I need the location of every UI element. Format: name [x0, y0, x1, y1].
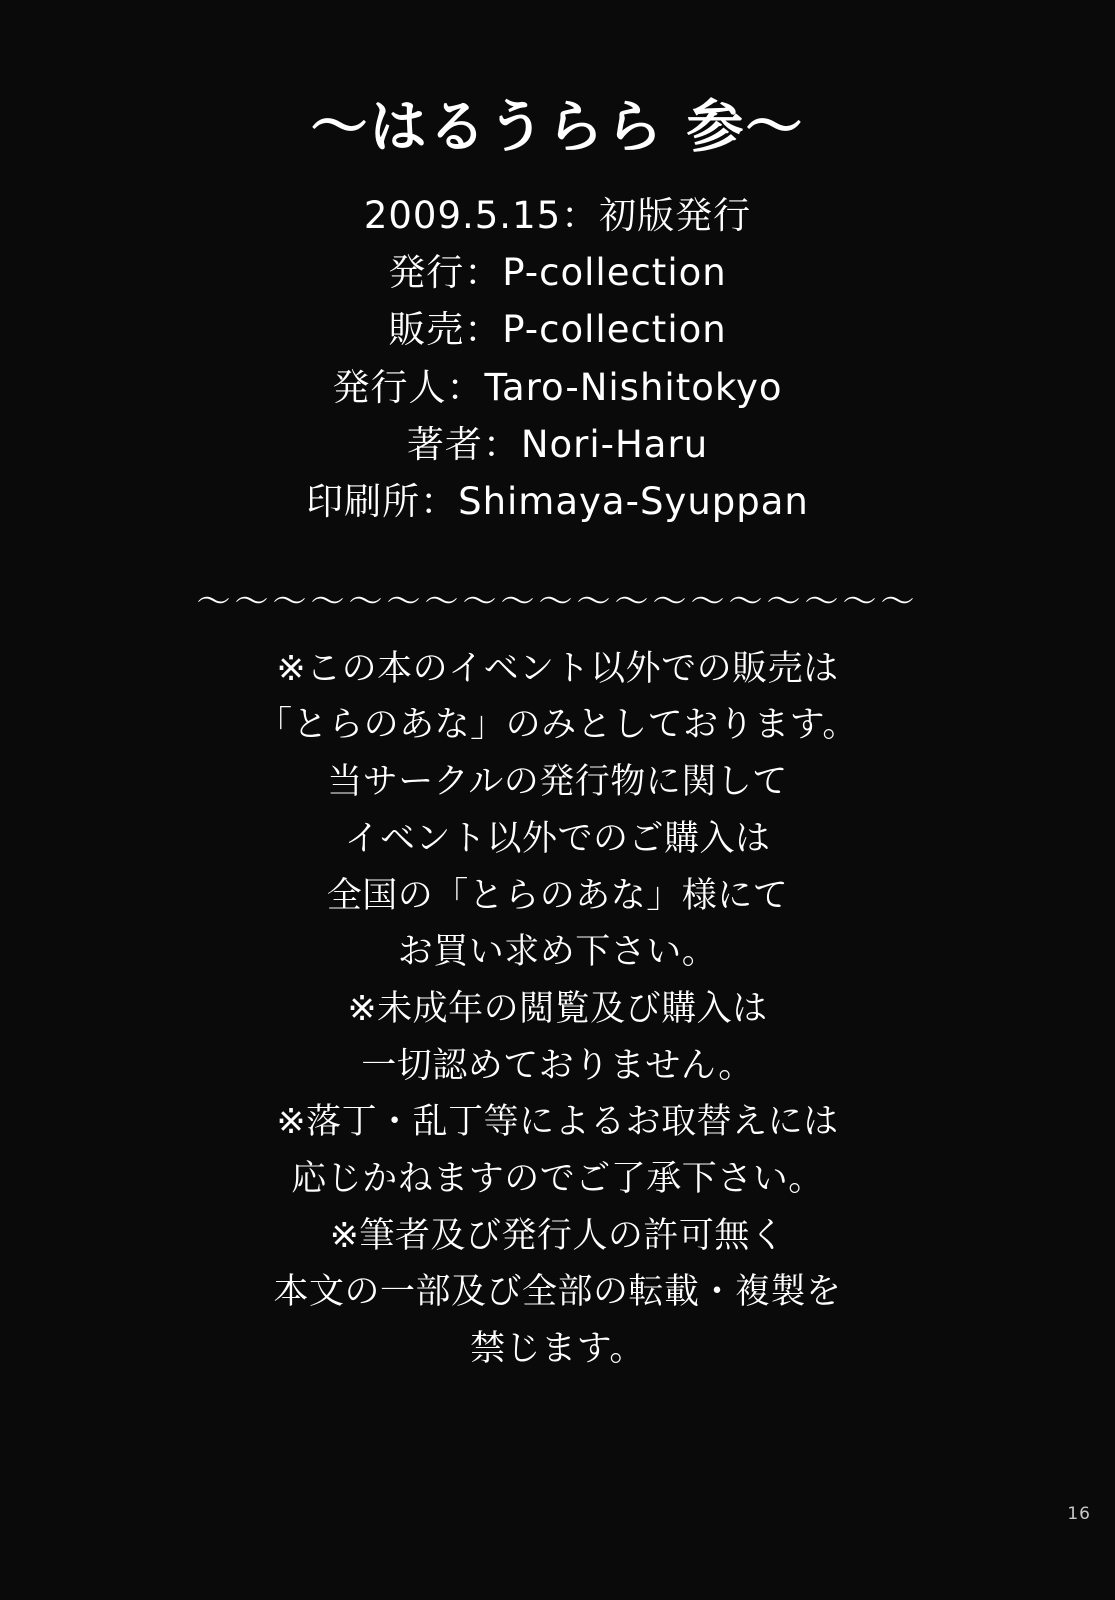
notice-line: 当サークルの発行物に関して	[327, 762, 788, 803]
imprint-line-author: 著者：Nori-Haru	[406, 423, 709, 467]
notice-line: イベント以外でのご購入は	[344, 818, 771, 859]
notice-line: 禁じます。	[470, 1329, 645, 1369]
notice-line: ※この本のイベント以外での販売は	[276, 648, 839, 689]
imprint-list	[0, 187, 1115, 531]
notice-line: 一切認めておりません。	[361, 1045, 754, 1086]
imprint-line-publisher: 発行：P-collection	[388, 251, 727, 295]
page-title: ～はるうらら 参～	[310, 94, 805, 160]
notice-line: 本文の一部及び全部の転載・複製を	[273, 1272, 842, 1313]
notice-list	[0, 641, 1115, 1378]
notice-line: 応じかねますのでご了承下さい。	[291, 1158, 824, 1199]
notice-line: ※未成年の閲覧及び購入は	[347, 988, 768, 1029]
notice-line: ※筆者及び発行人の許可無く	[329, 1215, 786, 1256]
imprint-line-publication-date: 2009.5.15：初版発行	[363, 193, 752, 237]
notice-line: 全国の「とらのあな」様にて	[326, 875, 789, 916]
imprint-line-printer: 印刷所：Shimaya-Syuppan	[306, 480, 809, 524]
page-number: 16	[1067, 1504, 1091, 1524]
notice-line: ※落丁・乱丁等によるお取替えには	[276, 1102, 839, 1143]
imprint-line-issuer: 発行人：Taro-Nishitokyo	[332, 365, 783, 409]
wave-divider: ～～～～～～～～～～～～～～～～～～～	[196, 581, 919, 622]
imprint-line-distributor: 販売：P-collection	[388, 308, 727, 352]
notice-line: お買い求め下さい。	[397, 932, 718, 973]
notice-line: 「とらのあな」のみとしております。	[257, 705, 858, 746]
